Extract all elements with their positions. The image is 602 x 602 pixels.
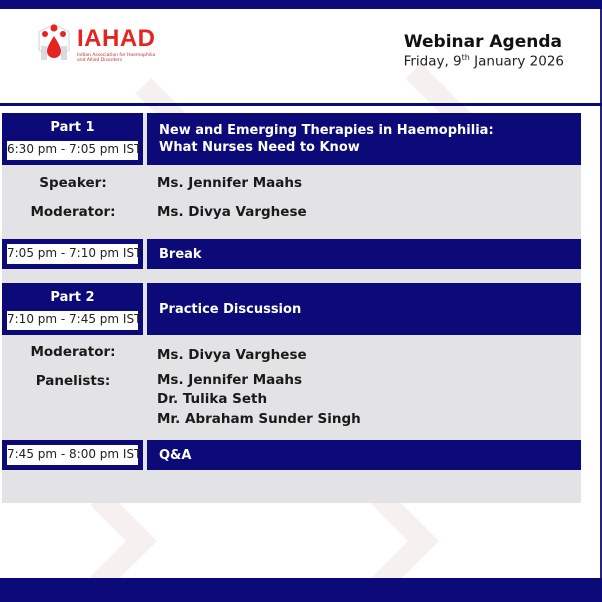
break-title: Break — [159, 247, 202, 262]
part1-label: Part 1 — [50, 120, 95, 135]
speaker-name: Ms. Jennifer Maahs — [157, 175, 303, 191]
part1-time-box: 6:30 pm - 7:05 pm IST — [6, 140, 139, 161]
part2-moderator-name: Ms. Divya Varghese — [157, 347, 307, 363]
part2-moderator-label: Moderator: — [30, 344, 116, 360]
speaker-label: Speaker: — [39, 175, 107, 191]
panelist-1: Ms. Jennifer Maahs — [157, 372, 303, 388]
qa-title: Q&A — [159, 448, 192, 463]
part1-moderator-name: Ms. Divya Varghese — [157, 204, 307, 220]
qa-title-block — [147, 440, 581, 470]
watermark-chevron — [55, 490, 157, 592]
top-border-bar — [0, 0, 602, 9]
panelist-2: Dr. Tulika Seth — [157, 391, 268, 407]
date-ordinal: th — [461, 53, 470, 62]
date-prefix: Friday, 9 — [403, 53, 462, 70]
logo-tagline: Indian Association for Haemophilia and Allied Disorders — [77, 53, 156, 63]
break-time-box: 7:05 pm - 7:10 pm IST — [6, 243, 139, 265]
qa-time-box: 7:45 pm - 8:00 pm IST — [6, 444, 139, 466]
agenda-title: Webinar Agenda — [403, 32, 562, 52]
panelists-label: Panelists: — [35, 373, 111, 389]
header-divider — [0, 103, 602, 106]
part1-title-line1: New and Emerging Therapies in Haemophilia: — [159, 123, 494, 138]
part2-time-box: 7:10 pm - 7:45 pm IST — [6, 310, 139, 331]
part2-title: Practice Discussion — [159, 302, 302, 317]
part1-title-line2: What Nurses Need to Know — [159, 140, 360, 155]
date-suffix: January 2026 — [469, 53, 564, 70]
logo-wordmark: IAHAD — [77, 25, 156, 52]
panelist-3: Mr. Abraham Sunder Singh — [157, 411, 361, 427]
bottom-border-bar — [0, 578, 602, 602]
break-title-block — [147, 239, 581, 269]
iahad-logo-icon — [33, 20, 75, 66]
agenda-date — [404, 53, 564, 70]
iahad-logo — [33, 20, 163, 70]
part1-moderator-label: Moderator: — [30, 204, 116, 220]
part2-label: Part 2 — [50, 290, 95, 305]
